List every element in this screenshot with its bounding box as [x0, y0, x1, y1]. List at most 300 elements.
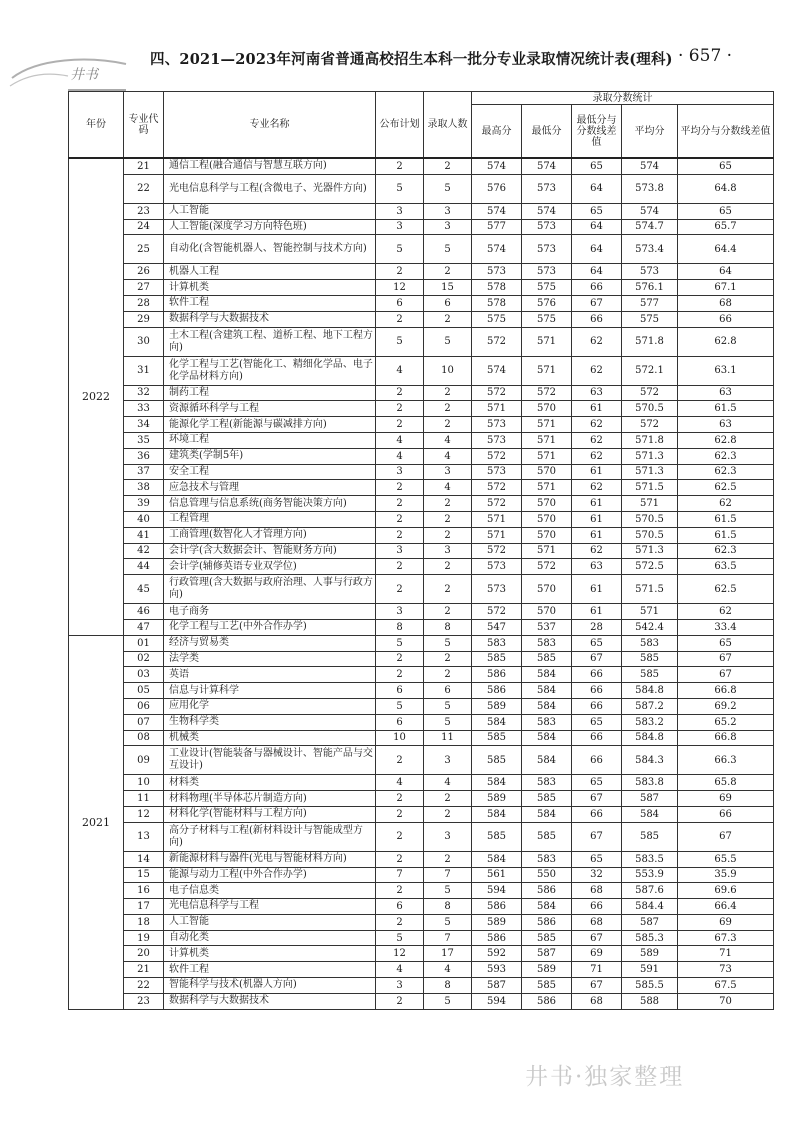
col-year: 年份	[69, 92, 124, 159]
cell-min-diff: 64	[572, 174, 622, 203]
cell-min-diff: 68	[572, 993, 622, 1009]
cell-max: 586	[472, 683, 522, 699]
cell-name: 电子信息类	[164, 883, 376, 899]
cell-name: 自动化类	[164, 930, 376, 946]
table-row	[69, 930, 774, 946]
cell-plan: 2	[376, 914, 424, 930]
cell-max: 589	[472, 914, 522, 930]
cell-max: 573	[472, 559, 522, 575]
table-row	[69, 280, 774, 296]
cell-avg: 584.4	[622, 899, 678, 915]
cell-code: 38	[124, 480, 164, 496]
cell-min-diff: 66	[572, 683, 622, 699]
cell-min: 550	[522, 867, 572, 883]
col-score-group: 录取分数统计	[472, 92, 774, 105]
cell-plan: 12	[376, 280, 424, 296]
table-row	[69, 651, 774, 667]
cell-avg: 571.5	[622, 480, 678, 496]
cell-name: 材料类	[164, 775, 376, 791]
cell-avg-diff: 67.1	[678, 280, 774, 296]
cell-plan: 2	[376, 480, 424, 496]
table-row	[69, 527, 774, 543]
cell-avg: 584.3	[622, 746, 678, 775]
cell-admitted: 5	[424, 698, 472, 714]
cell-name: 数据科学与大数据技术	[164, 311, 376, 327]
cell-min-diff: 68	[572, 883, 622, 899]
cell-code: 22	[124, 978, 164, 994]
cell-code: 14	[124, 851, 164, 867]
cell-min-diff: 64	[572, 264, 622, 280]
cell-plan: 6	[376, 295, 424, 311]
cell-max: 575	[472, 311, 522, 327]
cell-avg: 571.3	[622, 543, 678, 559]
cell-plan: 4	[376, 448, 424, 464]
cell-admitted: 7	[424, 867, 472, 883]
table-row	[69, 559, 774, 575]
col-min: 最低分	[522, 105, 572, 159]
cell-plan: 2	[376, 385, 424, 401]
cell-max: 572	[472, 543, 522, 559]
table-row	[69, 993, 774, 1009]
table-row	[69, 356, 774, 385]
cell-avg-diff: 63.5	[678, 559, 774, 575]
cell-avg-diff: 62.5	[678, 575, 774, 604]
cell-min-diff: 71	[572, 962, 622, 978]
cell-code: 03	[124, 667, 164, 683]
cell-avg: 571.8	[622, 432, 678, 448]
cell-max: 571	[472, 527, 522, 543]
table-row	[69, 219, 774, 235]
cell-plan: 6	[376, 683, 424, 699]
table-row	[69, 401, 774, 417]
cell-min: 575	[522, 280, 572, 296]
cell-max: 571	[472, 401, 522, 417]
cell-plan: 3	[376, 464, 424, 480]
cell-min-diff: 65	[572, 775, 622, 791]
cell-name: 光电信息科学与工程	[164, 899, 376, 915]
cell-max: 573	[472, 264, 522, 280]
cell-avg-diff: 66	[678, 806, 774, 822]
cell-name: 材料物理(半导体芯片制造方向)	[164, 791, 376, 807]
cell-min: 583	[522, 635, 572, 651]
cell-avg: 585	[622, 667, 678, 683]
cell-min: 570	[522, 511, 572, 527]
cell-admitted: 6	[424, 295, 472, 311]
cell-admitted: 2	[424, 791, 472, 807]
cell-code: 08	[124, 730, 164, 746]
cell-max: 589	[472, 791, 522, 807]
cell-max: 572	[472, 480, 522, 496]
table-row	[69, 914, 774, 930]
cell-max: 593	[472, 962, 522, 978]
cell-name: 经济与贸易类	[164, 635, 376, 651]
table-row	[69, 480, 774, 496]
cell-min-diff: 67	[572, 930, 622, 946]
cell-name: 制药工程	[164, 385, 376, 401]
cell-max: 574	[472, 158, 522, 174]
cell-code: 41	[124, 527, 164, 543]
cell-avg: 583.2	[622, 714, 678, 730]
cell-min-diff: 65	[572, 635, 622, 651]
admission-statistics-table	[68, 91, 774, 1010]
cell-min-diff: 65	[572, 714, 622, 730]
cell-plan: 2	[376, 264, 424, 280]
cell-code: 46	[124, 604, 164, 620]
cell-max: 586	[472, 899, 522, 915]
cell-avg: 588	[622, 993, 678, 1009]
cell-admitted: 2	[424, 667, 472, 683]
cell-name: 材料化学(智能材料与工程方向)	[164, 806, 376, 822]
cell-name: 软件工程	[164, 295, 376, 311]
cell-name: 工商管理(数智化人才管理方向)	[164, 527, 376, 543]
cell-max: 572	[472, 496, 522, 512]
cell-avg-diff: 67	[678, 667, 774, 683]
cell-plan: 2	[376, 993, 424, 1009]
cell-min: 585	[522, 791, 572, 807]
cell-avg: 577	[622, 295, 678, 311]
cell-admitted: 4	[424, 775, 472, 791]
cell-code: 21	[124, 158, 164, 174]
cell-name: 应急技术与管理	[164, 480, 376, 496]
col-admitted: 录取人数	[424, 92, 472, 159]
cell-avg-diff: 63	[678, 417, 774, 433]
cell-min: 570	[522, 464, 572, 480]
cell-min-diff: 67	[572, 822, 622, 851]
cell-name: 软件工程	[164, 962, 376, 978]
cell-avg-diff: 68	[678, 295, 774, 311]
cell-code: 40	[124, 511, 164, 527]
cell-min: 572	[522, 385, 572, 401]
cell-max: 573	[472, 575, 522, 604]
cell-avg: 571.3	[622, 464, 678, 480]
cell-max: 585	[472, 822, 522, 851]
cell-code: 15	[124, 867, 164, 883]
cell-plan: 2	[376, 417, 424, 433]
cell-max: 594	[472, 883, 522, 899]
cell-plan: 2	[376, 822, 424, 851]
watermark-text: 井书·独家整理	[525, 1064, 685, 1090]
cell-min: 571	[522, 448, 572, 464]
cell-name: 高分子材料与工程(新材料设计与智能成型方向)	[164, 822, 376, 851]
cell-avg: 574	[622, 203, 678, 219]
cell-plan: 5	[376, 930, 424, 946]
cell-admitted: 10	[424, 356, 472, 385]
cell-min: 586	[522, 914, 572, 930]
table-row	[69, 174, 774, 203]
cell-admitted: 5	[424, 993, 472, 1009]
cell-min-diff: 67	[572, 295, 622, 311]
cell-min-diff: 65	[572, 158, 622, 174]
cell-min: 571	[522, 480, 572, 496]
cell-min: 573	[522, 264, 572, 280]
cell-avg: 587.2	[622, 698, 678, 714]
cell-min-diff: 64	[572, 235, 622, 264]
cell-max: 584	[472, 806, 522, 822]
table-body	[69, 158, 774, 1009]
cell-avg-diff: 73	[678, 962, 774, 978]
cell-admitted: 2	[424, 651, 472, 667]
cell-min: 570	[522, 575, 572, 604]
cell-min: 586	[522, 883, 572, 899]
cell-max: 574	[472, 356, 522, 385]
cell-max: 572	[472, 604, 522, 620]
cell-min: 573	[522, 174, 572, 203]
cell-admitted: 2	[424, 806, 472, 822]
cell-plan: 5	[376, 698, 424, 714]
cell-plan: 5	[376, 235, 424, 264]
cell-avg-diff: 69.2	[678, 698, 774, 714]
cell-admitted: 5	[424, 235, 472, 264]
cell-avg-diff: 62.5	[678, 480, 774, 496]
table-row	[69, 619, 774, 635]
table-row	[69, 496, 774, 512]
cell-avg-diff: 65.5	[678, 851, 774, 867]
cell-name: 智能科学与技术(机器人方向)	[164, 978, 376, 994]
cell-min-diff: 64	[572, 219, 622, 235]
table-row	[69, 851, 774, 867]
cell-name: 行政管理(含大数据与政府治理、人事与行政方向)	[164, 575, 376, 604]
page-header	[0, 0, 800, 92]
cell-min: 570	[522, 527, 572, 543]
cell-code: 05	[124, 683, 164, 699]
cell-avg: 584.8	[622, 730, 678, 746]
cell-name: 信息管理与信息系统(商务智能决策方向)	[164, 496, 376, 512]
cell-avg-diff: 63	[678, 385, 774, 401]
cell-max: 585	[472, 730, 522, 746]
cell-code: 16	[124, 883, 164, 899]
cell-name: 人工智能	[164, 203, 376, 219]
cell-avg: 584.8	[622, 683, 678, 699]
year-cell: 2022	[69, 158, 124, 635]
cell-code: 27	[124, 280, 164, 296]
cell-admitted: 5	[424, 883, 472, 899]
cell-max: 574	[472, 203, 522, 219]
cell-max: 584	[472, 714, 522, 730]
cell-min-diff: 62	[572, 417, 622, 433]
cell-min: 585	[522, 822, 572, 851]
table-row	[69, 604, 774, 620]
cell-min: 574	[522, 203, 572, 219]
cell-min: 573	[522, 219, 572, 235]
cell-avg: 584	[622, 806, 678, 822]
cell-name: 能源化学工程(新能源与碳减排方向)	[164, 417, 376, 433]
cell-avg-diff: 61.5	[678, 401, 774, 417]
cell-min: 584	[522, 730, 572, 746]
col-max: 最高分	[472, 105, 522, 159]
table-row	[69, 683, 774, 699]
cell-max: 572	[472, 327, 522, 356]
cell-admitted: 2	[424, 417, 472, 433]
cell-avg: 573	[622, 264, 678, 280]
cell-avg: 576.1	[622, 280, 678, 296]
cell-plan: 2	[376, 575, 424, 604]
publisher-logo-icon	[8, 56, 128, 92]
cell-avg: 574.7	[622, 219, 678, 235]
cell-plan: 2	[376, 851, 424, 867]
cell-name: 机器人工程	[164, 264, 376, 280]
cell-max: 585	[472, 651, 522, 667]
cell-min-diff: 61	[572, 527, 622, 543]
year-cell: 2021	[69, 635, 124, 1009]
cell-plan: 4	[376, 356, 424, 385]
cell-avg-diff: 65	[678, 203, 774, 219]
cell-admitted: 2	[424, 604, 472, 620]
table-row	[69, 791, 774, 807]
cell-plan: 6	[376, 899, 424, 915]
cell-admitted: 2	[424, 527, 472, 543]
cell-avg-diff: 67.3	[678, 930, 774, 946]
cell-name: 化学工程与工艺(智能化工、精细化学品、电子化学品材料方向)	[164, 356, 376, 385]
cell-admitted: 3	[424, 203, 472, 219]
cell-avg: 571.5	[622, 575, 678, 604]
cell-avg: 583.8	[622, 775, 678, 791]
cell-code: 17	[124, 899, 164, 915]
cell-plan: 2	[376, 559, 424, 575]
cell-admitted: 2	[424, 559, 472, 575]
cell-admitted: 3	[424, 746, 472, 775]
cell-name: 工程管理	[164, 511, 376, 527]
cell-avg: 574	[622, 158, 678, 174]
cell-name: 英语	[164, 667, 376, 683]
table-row	[69, 714, 774, 730]
cell-avg-diff: 66.4	[678, 899, 774, 915]
cell-avg-diff: 67	[678, 822, 774, 851]
cell-avg: 573.4	[622, 235, 678, 264]
cell-max: 589	[472, 698, 522, 714]
cell-min-diff: 66	[572, 667, 622, 683]
cell-plan: 5	[376, 635, 424, 651]
cell-max: 572	[472, 385, 522, 401]
cell-name: 会计学(含大数据会计、智能财务方向)	[164, 543, 376, 559]
cell-min-diff: 65	[572, 851, 622, 867]
cell-admitted: 5	[424, 714, 472, 730]
cell-min: 589	[522, 962, 572, 978]
cell-code: 28	[124, 295, 164, 311]
cell-avg: 575	[622, 311, 678, 327]
cell-plan: 5	[376, 174, 424, 203]
cell-min-diff: 66	[572, 698, 622, 714]
table-row	[69, 775, 774, 791]
cell-min: 574	[522, 158, 572, 174]
cell-admitted: 4	[424, 432, 472, 448]
cell-plan: 3	[376, 203, 424, 219]
cell-avg-diff: 70	[678, 993, 774, 1009]
cell-plan: 8	[376, 619, 424, 635]
cell-min-diff: 28	[572, 619, 622, 635]
cell-avg-diff: 64.8	[678, 174, 774, 203]
cell-name: 自动化(含智能机器人、智能控制与技术方向)	[164, 235, 376, 264]
cell-name: 计算机类	[164, 946, 376, 962]
col-avg: 平均分	[622, 105, 678, 159]
cell-code: 26	[124, 264, 164, 280]
cell-min-diff: 66	[572, 899, 622, 915]
cell-admitted: 2	[424, 264, 472, 280]
cell-avg-diff: 61.5	[678, 511, 774, 527]
cell-max: 584	[472, 851, 522, 867]
cell-admitted: 17	[424, 946, 472, 962]
cell-avg-diff: 66.8	[678, 730, 774, 746]
cell-avg-diff: 65.2	[678, 714, 774, 730]
cell-min-diff: 63	[572, 385, 622, 401]
cell-code: 42	[124, 543, 164, 559]
cell-max: 571	[472, 511, 522, 527]
cell-name: 人工智能(深度学习方向特色班)	[164, 219, 376, 235]
cell-min-diff: 32	[572, 867, 622, 883]
cell-max: 578	[472, 280, 522, 296]
cell-name: 生物科学类	[164, 714, 376, 730]
cell-code: 20	[124, 946, 164, 962]
table-row	[69, 432, 774, 448]
cell-plan: 10	[376, 730, 424, 746]
cell-plan: 2	[376, 401, 424, 417]
cell-max: 587	[472, 978, 522, 994]
cell-avg: 583.5	[622, 851, 678, 867]
cell-code: 12	[124, 806, 164, 822]
cell-min-diff: 66	[572, 806, 622, 822]
cell-min-diff: 68	[572, 914, 622, 930]
cell-avg: 571	[622, 604, 678, 620]
cell-avg-diff: 71	[678, 946, 774, 962]
cell-max: 586	[472, 930, 522, 946]
cell-plan: 4	[376, 432, 424, 448]
table-row	[69, 899, 774, 915]
cell-min-diff: 63	[572, 559, 622, 575]
cell-plan: 2	[376, 496, 424, 512]
table-row	[69, 203, 774, 219]
cell-avg-diff: 65.7	[678, 219, 774, 235]
cell-admitted: 15	[424, 280, 472, 296]
cell-code: 10	[124, 775, 164, 791]
cell-admitted: 2	[424, 511, 472, 527]
cell-min: 571	[522, 356, 572, 385]
cell-avg-diff: 64.4	[678, 235, 774, 264]
table-row	[69, 822, 774, 851]
table-row	[69, 946, 774, 962]
cell-avg-diff: 65	[678, 158, 774, 174]
cell-admitted: 2	[424, 158, 472, 174]
cell-plan: 4	[376, 775, 424, 791]
cell-name: 会计学(辅修英语专业双学位)	[164, 559, 376, 575]
cell-admitted: 3	[424, 543, 472, 559]
cell-name: 光电信息科学与工程(含微电子、光器件方向)	[164, 174, 376, 203]
cell-avg: 583	[622, 635, 678, 651]
cell-admitted: 2	[424, 575, 472, 604]
cell-max: 573	[472, 432, 522, 448]
cell-min-diff: 61	[572, 575, 622, 604]
cell-min: 571	[522, 543, 572, 559]
cell-code: 33	[124, 401, 164, 417]
cell-plan: 3	[376, 543, 424, 559]
cell-name: 机械类	[164, 730, 376, 746]
table-row	[69, 295, 774, 311]
cell-min: 576	[522, 295, 572, 311]
cell-name: 信息与计算科学	[164, 683, 376, 699]
table-row	[69, 235, 774, 264]
cell-admitted: 6	[424, 683, 472, 699]
cell-plan: 2	[376, 791, 424, 807]
cell-code: 18	[124, 914, 164, 930]
cell-min-diff: 62	[572, 356, 622, 385]
table-row	[69, 448, 774, 464]
cell-min-diff: 65	[572, 203, 622, 219]
cell-avg-diff: 62.8	[678, 432, 774, 448]
cell-max: 574	[472, 235, 522, 264]
cell-admitted: 3	[424, 464, 472, 480]
cell-name: 能源与动力工程(中外合作办学)	[164, 867, 376, 883]
cell-max: 578	[472, 295, 522, 311]
cell-min-diff: 62	[572, 327, 622, 356]
page-title: 四、2021—2023年河南省普通高校招生本科一批分专业录取情况统计表(理科)	[150, 51, 673, 68]
